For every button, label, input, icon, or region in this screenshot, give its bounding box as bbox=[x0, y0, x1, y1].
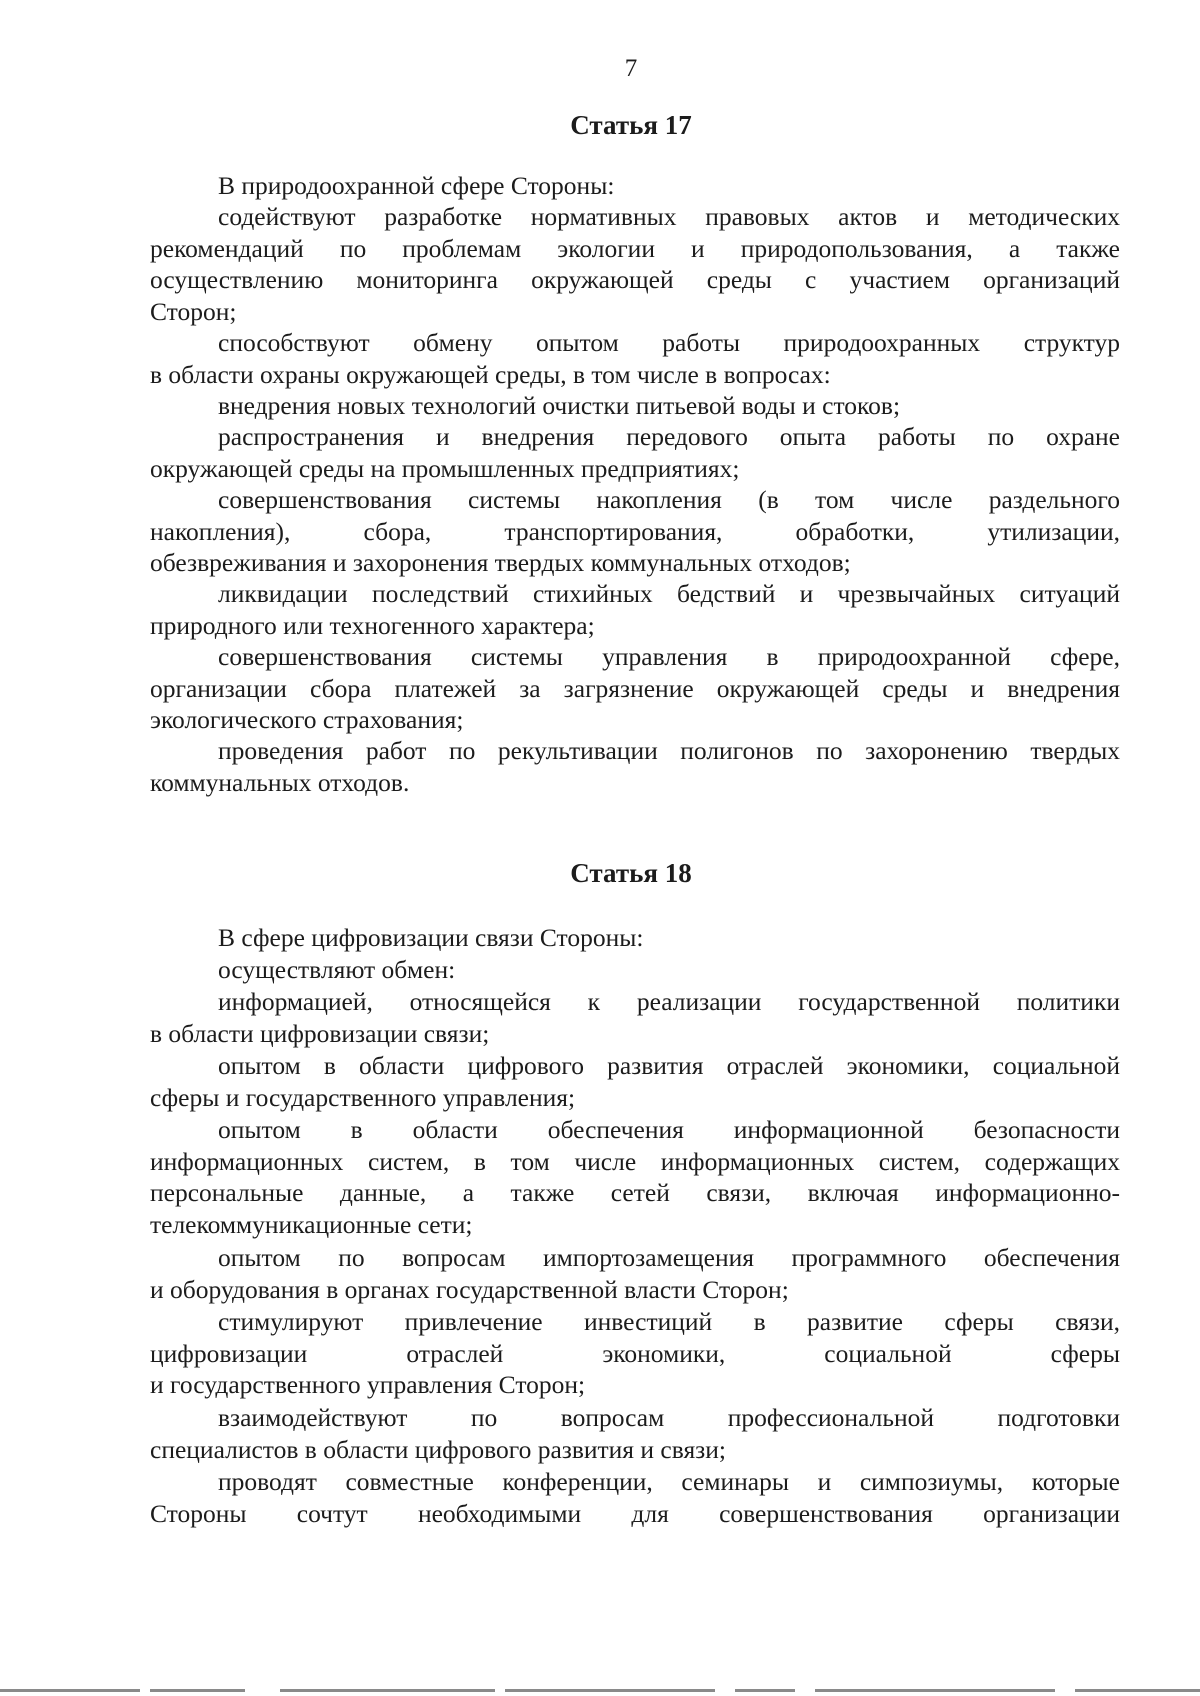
text-line: ликвидации последствий стихийных бедствий и чрезвычайных ситуаций bbox=[218, 579, 1120, 608]
text-line: и оборудования в органах государственной власти Сторон; bbox=[150, 1274, 789, 1304]
text-line: накопления), сбора, транспортирования, обработки, утилизации, bbox=[150, 516, 1120, 546]
paragraph bbox=[150, 1114, 1120, 1240]
text-line: опытом по вопросам импортозамещения программного обеспечения bbox=[218, 1243, 1120, 1272]
text-line: взаимодействуют по вопросам профессиональной подготовки bbox=[218, 1403, 1120, 1432]
scan-edge-line bbox=[1075, 1689, 1200, 1692]
article-heading: Статья 17 bbox=[570, 110, 692, 140]
text-line: Сторон; bbox=[150, 296, 237, 326]
text-line: рекомендаций по проблемам экологии и природопользования, а также bbox=[150, 233, 1120, 263]
paragraph bbox=[150, 641, 1120, 736]
paragraph bbox=[150, 578, 1120, 641]
text-line: и государственного управления Сторон; bbox=[150, 1370, 586, 1399]
paragraph bbox=[150, 1306, 1120, 1401]
text-line: природного или техногенного характера; bbox=[150, 610, 595, 640]
text-line: проводят совместные конференции, семинары и симпозиумы, которые bbox=[218, 1467, 1120, 1496]
text-line: персональные данные, а также сетей связи, включая информационно- bbox=[150, 1178, 1120, 1207]
text-line: обезвреживания и захоронения твердых коммунальных отходов; bbox=[150, 548, 851, 577]
article-intro: В сфере цифровизации связи Стороны: bbox=[218, 923, 644, 952]
scan-edge-line bbox=[505, 1689, 715, 1692]
text-line: экологического страхования; bbox=[150, 705, 464, 734]
paragraph bbox=[150, 484, 1120, 579]
text-line: внедрения новых технологий очистки питьевой воды и стоков; bbox=[218, 391, 901, 420]
scan-edge-line bbox=[280, 1689, 495, 1692]
page-number: 7 bbox=[624, 55, 638, 82]
scan-edge-line bbox=[0, 1689, 140, 1692]
scan-edge-line bbox=[735, 1689, 795, 1692]
paragraph bbox=[150, 1242, 1120, 1305]
text-line: Стороны сочтут необходимыми для совершенствования организации bbox=[150, 1498, 1120, 1528]
text-line: организации сбора платежей за загрязнение окружающей среды и внедрения bbox=[150, 673, 1120, 703]
paragraph bbox=[150, 986, 1120, 1049]
text-line: цифровизации отраслей экономики, социальной сферы bbox=[150, 1338, 1120, 1368]
scan-edge-line bbox=[150, 1689, 245, 1692]
text-line: в области охраны окружающей среды, в том числе в вопросах: bbox=[150, 359, 831, 389]
text-line: информационных систем, в том числе информационных систем, содержащих bbox=[150, 1146, 1120, 1176]
paragraph bbox=[150, 421, 1120, 484]
text-line: совершенствования системы управления в природоохранной сфере, bbox=[218, 642, 1120, 671]
paragraph bbox=[150, 735, 1120, 798]
text-line: опытом в области обеспечения информационной безопасности bbox=[218, 1115, 1120, 1144]
paragraph bbox=[150, 327, 1120, 390]
text-line: осуществляют обмен: bbox=[218, 955, 456, 984]
text-line: опытом в области цифрового развития отраслей экономики, социальной bbox=[218, 1051, 1120, 1080]
paragraph bbox=[150, 1402, 1120, 1465]
paragraph bbox=[150, 1466, 1120, 1529]
text-line: специалистов в области цифрового развития и связи; bbox=[150, 1434, 726, 1464]
paragraph bbox=[150, 201, 1120, 327]
text-line: совершенствования системы накопления (в том числе раздельного bbox=[218, 485, 1120, 514]
text-line: способствуют обмену опытом работы природоохранных структур bbox=[218, 328, 1120, 357]
text-line: в области цифровизации связи; bbox=[150, 1018, 490, 1048]
text-line: проведения работ по рекультивации полигонов по захоронению твердых bbox=[218, 736, 1120, 765]
article-intro: В природоохранной сфере Стороны: bbox=[218, 171, 615, 200]
text-line: окружающей среды на промышленных предприятиях; bbox=[150, 453, 740, 483]
text-line: содействуют разработке нормативных правовых актов и методических bbox=[218, 202, 1120, 231]
article-heading: Статья 18 bbox=[570, 858, 692, 888]
paragraph bbox=[150, 954, 1120, 986]
scan-edge-line bbox=[815, 1689, 1055, 1692]
text-line: стимулируют привлечение инвестиций в развитие сферы связи, bbox=[218, 1307, 1120, 1336]
text-line: осуществлению мониторинга окружающей среды с участием организаций bbox=[150, 265, 1120, 294]
paragraph bbox=[150, 1050, 1120, 1113]
paragraph bbox=[150, 390, 1120, 422]
text-line: сферы и государственного управления; bbox=[150, 1082, 576, 1112]
text-line: информацией, относящейся к реализации государственной политики bbox=[218, 987, 1120, 1016]
text-line: коммунальных отходов. bbox=[150, 767, 410, 797]
text-line: распространения и внедрения передового опыта работы по охране bbox=[218, 422, 1120, 451]
text-line: телекоммуникационные сети; bbox=[150, 1209, 473, 1239]
